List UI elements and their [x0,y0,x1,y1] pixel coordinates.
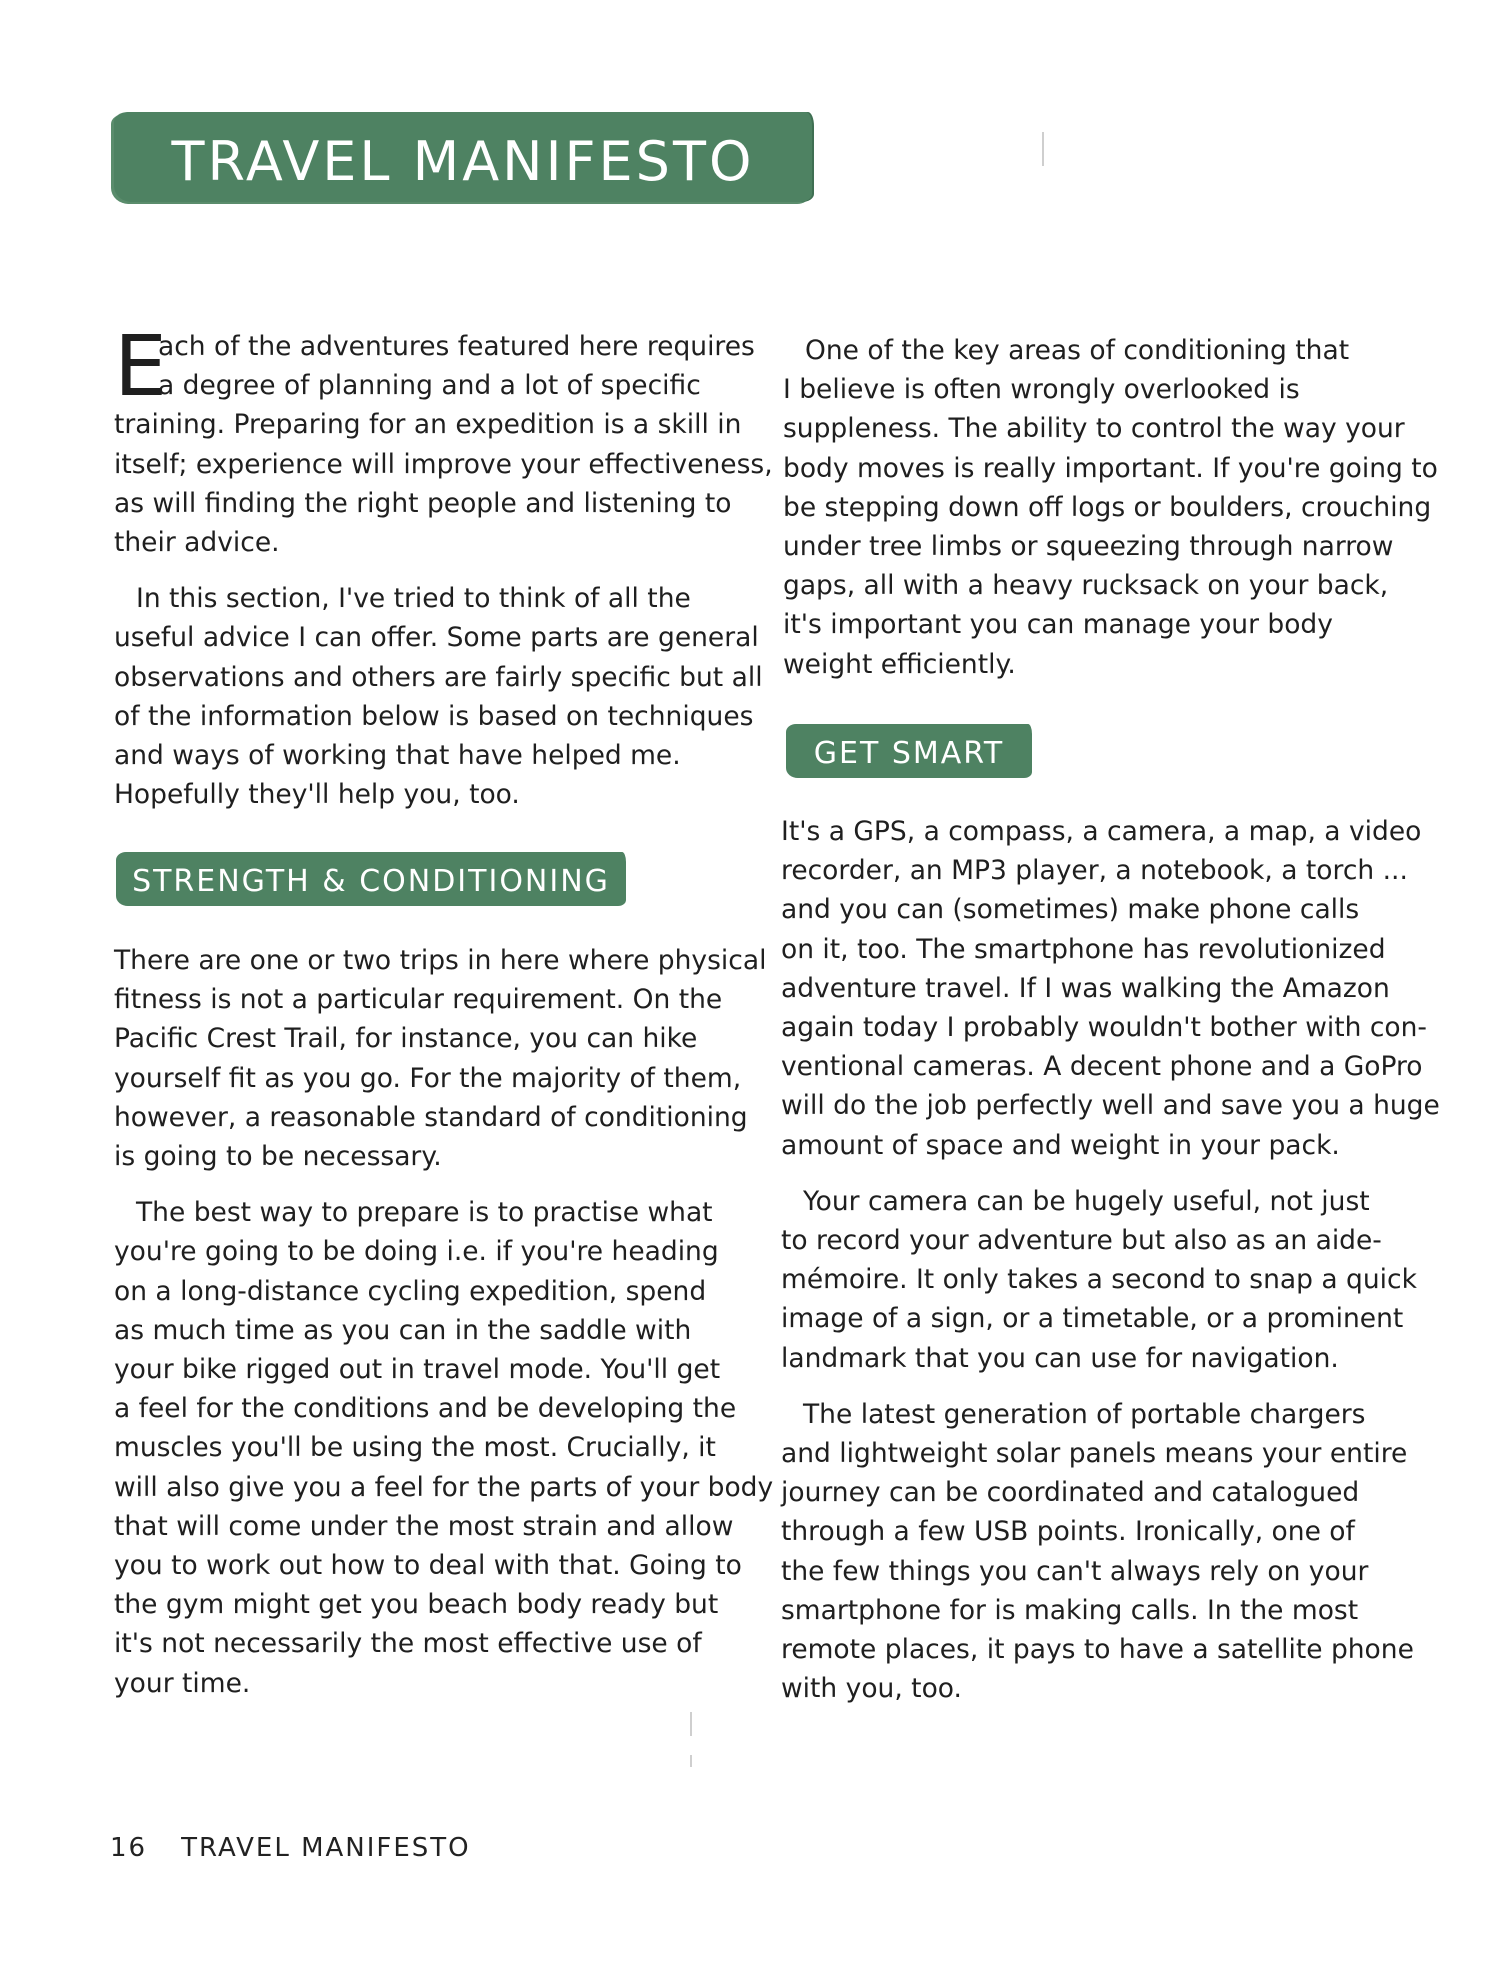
smart-line: The latest generation of portable chargers [803,1398,1366,1430]
scan-mark [690,1755,692,1767]
intro-line: as will finding the right people and listening to [114,487,732,519]
smart-line: the few things you can't always rely on your [781,1555,1369,1587]
intro-line: observations and others are fairly specific but all [114,661,763,693]
intro-line: Hopefully they'll help you, too. [114,779,520,811]
intro-line: of the information below is based on techniques [114,700,754,732]
strength-line: as much time as you can in the saddle with [114,1314,692,1346]
smart-line: mémoire. It only takes a second to snap a quick [781,1264,1417,1296]
smart-line: to record your adventure but also as an aide- [781,1225,1382,1257]
strength-line: your time. [114,1667,251,1699]
strength-line: that will come under the most strain and allow [114,1510,734,1542]
intro-line: ach of the adventures featured here requires [158,331,755,362]
intro-line: useful advice I can offer. Some parts are general [114,622,759,654]
suppleness-line: weight efficiently. [783,648,1016,680]
intro-line: itself; experience will improve your effectiveness, [114,448,773,480]
page-footer [110,1833,471,1863]
page-title: TRAVEL MANIFESTO [171,130,755,193]
running-title: TRAVEL MANIFESTO [181,1833,471,1863]
smart-section [781,812,1440,1708]
intro-line: In this section, I've tried to think of all the [136,583,691,615]
smart-line: and you can (sometimes) make phone calls [781,894,1360,926]
smart-line: journey can be coordinated and catalogued [781,1477,1360,1509]
smart-line: through a few USB points. Ironically, one of [781,1516,1355,1548]
intro-line: their advice. [114,527,280,559]
strength-section [114,941,774,1703]
smart-line: will do the job perfectly well and save you a huge [781,1090,1440,1122]
smart-line: image of a sign, or a timetable, or a prominent [781,1303,1404,1335]
smart-line: adventure travel. If I was walking the Amazon [781,972,1390,1004]
strength-line: yourself fit as you go. For the majority of them, [114,1062,742,1094]
section-heading-smart: GET SMART [786,724,1032,778]
strength-line: fitness is not a particular requirement. On the [114,984,723,1016]
strength-line: will also give you a feel for the parts of your body [114,1471,774,1503]
smart-line: landmark that you can use for navigation. [781,1342,1339,1374]
suppleness-section [783,331,1438,684]
smart-line: and lightweight solar panels means your entire [781,1438,1408,1470]
strength-line: you to work out how to deal with that. Going to [114,1550,742,1582]
suppleness-line: One of the key areas of conditioning that [805,335,1350,366]
smart-line: amount of space and weight in your pack. [781,1129,1340,1161]
strength-line: Pacific Crest Trail, for instance, you can hike [114,1023,698,1055]
strength-line: the gym might get you beach body ready but [114,1589,719,1621]
strength-line: a feel for the conditions and be developing the [114,1393,737,1425]
strength-line: muscles you'll be using the most. Crucially, it [114,1432,716,1464]
smart-line: on it, too. The smartphone has revolutionized [781,933,1386,965]
smart-line: ventional cameras. A decent phone and a GoPro [781,1051,1423,1083]
smart-line: again today I probably wouldn't bother with con- [781,1012,1427,1044]
intro-line: training. Preparing for an expedition is a skill in [114,409,742,441]
suppleness-line: I believe is often wrongly overlooked is [783,374,1300,406]
intro-section [114,327,773,814]
smart-line: Your camera can be hugely useful, not just [803,1185,1370,1217]
scan-mark [690,1712,692,1736]
drop-cap: E [114,317,168,415]
intro-line: and ways of working that have helped me. [114,740,681,772]
strength-line: it's not necessarily the most effective use of [114,1628,702,1660]
strength-line: The best way to prepare is to practise what [136,1197,713,1229]
strength-line: your bike rigged out in travel mode. You'll get [114,1354,721,1386]
suppleness-line: suppleness. The ability to control the way your [783,413,1405,445]
suppleness-line: under tree limbs or squeezing through narrow [783,531,1394,563]
smart-line: smartphone for is making calls. In the most [781,1594,1359,1626]
smart-line: It's a GPS, a compass, a camera, a map, a video [781,816,1422,847]
intro-line: a degree of planning and a lot of specific [158,370,701,402]
smart-line: remote places, it pays to have a satellite phone [781,1634,1414,1666]
page-number: 16 [110,1833,148,1863]
section-heading-strength: STRENGTH & CONDITIONING [116,852,626,906]
strength-line: however, a reasonable standard of conditioning [114,1101,748,1133]
strength-line: There are one or two trips in here where physical [114,945,767,976]
suppleness-line: it's important you can manage your body [783,609,1333,641]
strength-line: is going to be necessary. [114,1141,442,1173]
strength-line: on a long-distance cycling expedition, spend [114,1275,707,1307]
suppleness-line: gaps, all with a heavy rucksack on your back, [783,570,1389,602]
smart-line: recorder, an MP3 player, a notebook, a torch ... [781,855,1408,887]
scan-mark [1042,132,1044,166]
title-banner [114,112,812,202]
smart-line: with you, too. [781,1673,962,1705]
suppleness-line: body moves is really important. If you're going to [783,452,1438,484]
strength-line: you're going to be doing i.e. if you're heading [114,1236,719,1268]
suppleness-line: be stepping down off logs or boulders, crouching [783,491,1432,523]
